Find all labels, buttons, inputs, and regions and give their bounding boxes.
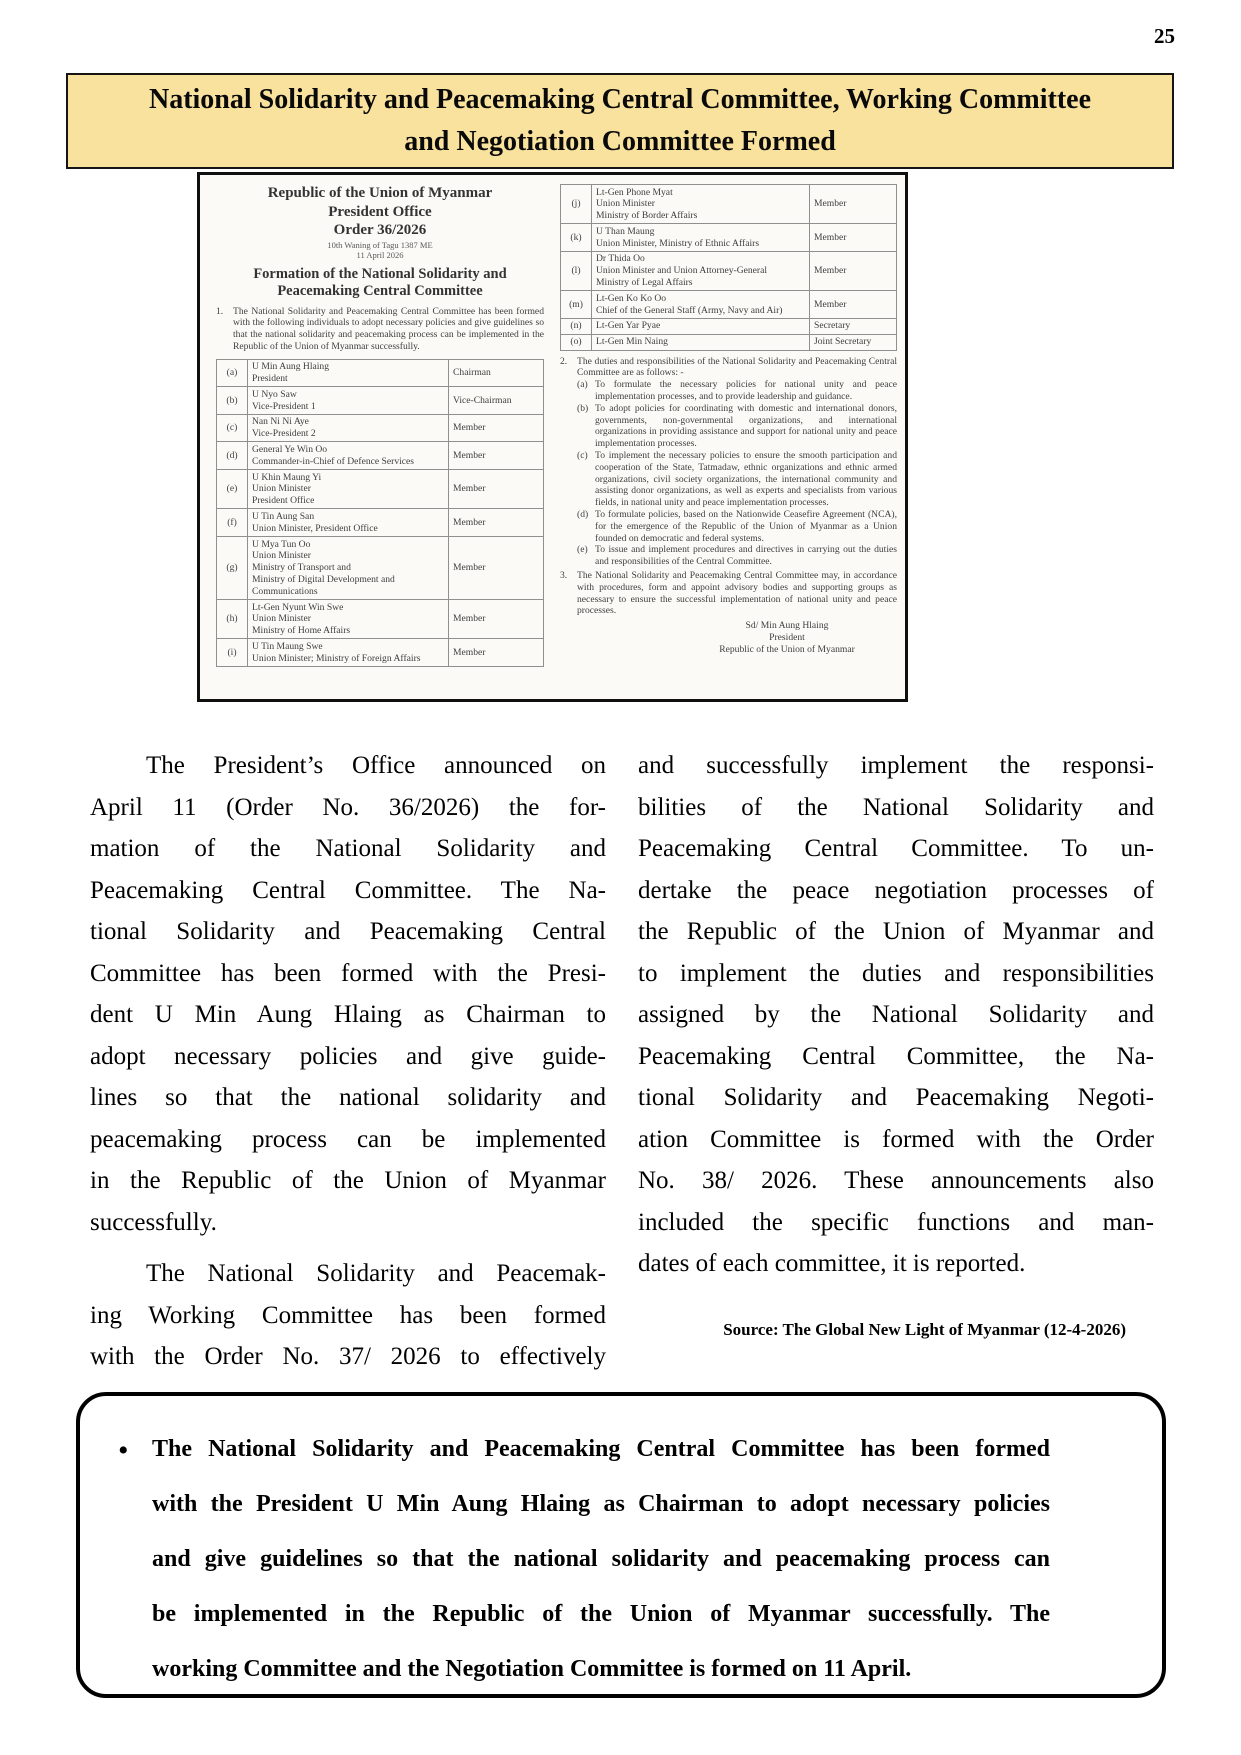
member-name-line: General Ye Win Oo <box>252 443 328 455</box>
duty-text: To adopt policies for coordinating with domestic and international donors, governments, non-governmental organizations, and international organizations in providing assistance and support for national unity and peace implementation processes. <box>595 402 897 450</box>
body-line: assigned by the National Solidarity and <box>638 1001 1154 1028</box>
duty-item <box>577 509 897 544</box>
member-label: (g) <box>217 537 248 600</box>
duty-label: (a) <box>577 379 588 391</box>
duty-item <box>577 450 897 509</box>
member-name-line: President Office <box>252 495 315 507</box>
member-name-line: Dr Thida Oo <box>596 253 645 265</box>
doc-heading: President Office <box>328 203 432 220</box>
member-label: (d) <box>217 442 248 470</box>
member-role: Joint Secretary <box>810 334 897 350</box>
member-name-line: Union Minister <box>252 613 311 625</box>
member-name <box>592 224 810 252</box>
body-line: April 11 (Order No. 36/2026) the for- <box>90 793 606 821</box>
member-row <box>217 537 544 600</box>
member-name-line: Union Minister and Union Attorney-General <box>596 265 768 277</box>
body-line: and successfully implement the responsi- <box>638 752 1154 779</box>
body-line: successfully. <box>90 1208 217 1236</box>
article-title-banner <box>66 73 1174 169</box>
bullet-icon: • <box>118 1434 129 1467</box>
member-role: Member <box>449 639 544 667</box>
body-line: tional Solidarity and Peacemaking Central <box>90 918 606 945</box>
body-line: included the specific functions and man- <box>638 1208 1154 1236</box>
paragraph-gap <box>90 1243 606 1253</box>
member-label: (f) <box>217 509 248 537</box>
member-name-line: Union Minister <box>252 483 311 495</box>
summary-line: The National Solidarity and Peacemaking Central Committee has been formed <box>152 1436 1050 1462</box>
signature-line: President <box>769 631 805 643</box>
member-name-line: U Than Maung <box>596 225 655 237</box>
summary-line: and give guidelines so that the national solidarity and peacemaking process can <box>152 1546 1050 1572</box>
member-row <box>217 442 544 470</box>
member-role: Member <box>810 291 897 319</box>
member-row <box>217 414 544 442</box>
member-name <box>248 600 449 639</box>
member-name-line: Lt-Gen Phone Myat <box>596 186 673 198</box>
member-row <box>561 291 897 319</box>
body-line: ation Committee is formed with the Order <box>638 1125 1154 1153</box>
member-role: Member <box>449 470 544 509</box>
duty-text: To formulate the necessary policies for national unity and peace implementation processes, and to provide leadership and guidance. <box>595 379 897 402</box>
member-row <box>217 387 544 415</box>
body-line: peacemaking process can be implemented <box>90 1125 606 1153</box>
article-title-line: and Negotiation Committee Formed <box>404 126 836 157</box>
doc-item-number: 3. <box>560 569 568 581</box>
duty-text: To implement the necessary policies to ensure the smooth participation and cooperation of the State, Tatmadaw, ethnic organizations and ethnic armed organizations, civil society organizations, the international community and assisting donor organizations, as well as experts and specialists from various fields, in national unity and peace implementation processes. <box>595 449 897 509</box>
member-row <box>561 185 897 224</box>
member-label: (m) <box>561 291 592 319</box>
doc-item-3 <box>560 570 897 617</box>
duty-item <box>577 379 897 403</box>
member-name-line: Chief of the General Staff (Army, Navy and Air) <box>596 304 783 316</box>
doc-date-line: 11 April 2026 <box>356 250 404 260</box>
member-name-line: Ministry of Digital Development and <box>252 573 395 585</box>
doc-subtitle: Peacemaking Central Committee <box>277 283 483 299</box>
member-name-line: U Tin Aung San <box>252 510 315 522</box>
duty-label: (e) <box>577 544 588 556</box>
body-line: in the Republic of the Union of Myanmar <box>90 1167 606 1194</box>
member-label: (k) <box>561 224 592 252</box>
doc-subtitle: Formation of the National Solidarity and <box>253 265 507 282</box>
doc-right-column <box>552 175 905 699</box>
member-name <box>248 537 449 600</box>
member-role: Member <box>449 414 544 442</box>
member-name-line: Commander-in-Chief of Defence Services <box>252 455 415 467</box>
members-table-right <box>560 184 897 351</box>
duty-item <box>577 544 897 568</box>
summary-box <box>76 1392 1166 1698</box>
doc-heading: Order 36/2026 <box>333 222 427 238</box>
member-name-line: U Tin Maung Swe <box>252 640 323 652</box>
member-label: (c) <box>217 414 248 442</box>
member-role: Member <box>810 251 897 290</box>
body-line: dent U Min Aung Hlaing as Chairman to <box>90 1001 606 1028</box>
body-line: to implement the duties and responsibilities <box>638 959 1154 987</box>
member-row <box>217 470 544 509</box>
doc-heading: Republic of the Union of Myanmar <box>267 185 493 201</box>
member-name-line: Ministry of Transport and <box>252 562 351 574</box>
body-line: dates of each committee, it is reported. <box>638 1250 1026 1277</box>
duty-text: To formulate policies, based on the Nationwide Ceasefire Agreement (NCA), for the emergence of the Republic of the Union of Myanmar as a Union founded on democratic and federal systems. <box>595 508 897 544</box>
member-name-line: Nan Ni Ni Aye <box>252 416 309 428</box>
member-name-line: Union Minister; Ministry of Foreign Affairs <box>252 652 421 664</box>
member-name-line: U Khin Maung Yi <box>252 471 322 483</box>
member-role: Member <box>810 224 897 252</box>
page-number: 25 <box>1154 24 1175 48</box>
member-label: (l) <box>561 251 592 290</box>
member-name-line: Lt-Gen Yar Pyae <box>596 320 661 332</box>
member-row <box>561 251 897 290</box>
duty-label: (d) <box>577 508 589 520</box>
member-role: Member <box>449 442 544 470</box>
member-name <box>248 639 449 667</box>
member-name-line: Ministry of Legal Affairs <box>596 277 693 289</box>
member-name-line: Union Minister, Ministry of Ethnic Affairs <box>596 237 760 249</box>
body-line: bilities of the National Solidarity and <box>638 793 1154 821</box>
body-line: mation of the National Solidarity and <box>90 835 606 862</box>
member-label: (n) <box>561 318 592 334</box>
member-row <box>561 224 897 252</box>
article-column-right <box>638 745 1154 1350</box>
doc-item-1 <box>216 306 544 353</box>
member-label: (i) <box>217 639 248 667</box>
member-name-line: Vice-President 1 <box>252 400 316 412</box>
body-line: The President’s Office announced on <box>146 752 606 779</box>
duty-item <box>577 403 897 450</box>
member-role: Member <box>810 185 897 224</box>
body-line: with the Order No. 37/ 2026 to effectively <box>90 1343 606 1370</box>
doc-date-line: 10th Waning of Tagu 1387 ME <box>327 239 433 250</box>
member-name <box>248 359 449 387</box>
members-table-left <box>216 359 544 667</box>
summary-line: working Committee and the Negotiation Committee is formed on 11 April. <box>152 1656 912 1682</box>
doc-item-text: The National Solidarity and Peacemaking Central Committee may, in accordance with procedures, form and appoint advisory bodies and supporting groups as necessary to ensure the successful implementation of national unity and peace processes. <box>577 569 897 617</box>
body-line: lines so that the national solidarity and <box>90 1084 606 1111</box>
member-row <box>217 509 544 537</box>
doc-item-number: 2. <box>560 355 568 367</box>
member-name-line: Communications <box>252 585 318 597</box>
doc-left-column <box>200 175 552 699</box>
member-label: (b) <box>217 387 248 415</box>
member-role: Vice-Chairman <box>449 387 544 415</box>
body-line: tional Solidarity and Peacemaking Negoti- <box>638 1084 1154 1111</box>
member-name-line: U Mya Tun Oo <box>252 538 311 550</box>
member-name-line: Vice-President 2 <box>252 428 316 440</box>
body-line: ing Working Committee has been formed <box>90 1301 606 1329</box>
doc-item-text: The duties and responsibilities of the National Solidarity and Peacemaking Central Committee are as follows: - <box>577 355 897 379</box>
member-name-line: Lt-Gen Nyunt Win Swe <box>252 601 344 613</box>
signature-block <box>677 620 897 655</box>
source-attribution: Source: The Global New Light of Myanmar (12-4-2026) <box>723 1319 1126 1339</box>
member-role: Member <box>449 509 544 537</box>
member-label: (j) <box>561 185 592 224</box>
member-name-line: U Nyo Saw <box>252 388 297 400</box>
member-label: (e) <box>217 470 248 509</box>
member-role: Member <box>449 600 544 639</box>
duty-label: (b) <box>577 402 589 414</box>
member-label: (o) <box>561 334 592 350</box>
member-name-line: U Min Aung Hlaing <box>252 361 330 373</box>
duty-text: To issue and implement procedures and directives in carrying out the duties and responsibilities of the Central Committee. <box>595 544 897 568</box>
member-name-line: Union Minister <box>596 198 655 210</box>
summary-line: with the President U Min Aung Hlaing as Chairman to adopt necessary policies <box>152 1491 1050 1517</box>
member-name-line: Union Minister <box>252 550 311 562</box>
member-name <box>248 414 449 442</box>
doc-item-text: The National Solidarity and Peacemaking Central Committee has been formed with the following individuals to adopt necessary policies and give guidelines so that the national solidarity and peacemaking process can be implemented in the Republic of the Union of Myanmar successfully. <box>233 305 544 352</box>
member-role: Secretary <box>810 318 897 334</box>
member-label: (a) <box>217 359 248 387</box>
member-name-line: Ministry of Home Affairs <box>252 625 351 637</box>
body-line: Peacemaking Central Committee, the Na- <box>638 1042 1154 1070</box>
member-row <box>217 600 544 639</box>
member-name <box>248 509 449 537</box>
member-row <box>561 334 897 350</box>
member-name <box>592 185 810 224</box>
member-label: (h) <box>217 600 248 639</box>
member-name-line: Lt-Gen Min Naing <box>596 336 668 348</box>
member-name <box>592 291 810 319</box>
body-line: No. 38/ 2026. These announcements also <box>638 1167 1154 1194</box>
summary-line: be implemented in the Republic of the Union of Myanmar successfully. The <box>152 1601 1050 1627</box>
doc-item-number: 1. <box>216 305 224 317</box>
body-line: adopt necessary policies and give guide- <box>90 1042 606 1070</box>
body-line: dertake the peace negotiation processes of <box>638 876 1154 904</box>
body-line: Committee has been formed with the Presi- <box>90 959 606 987</box>
member-name-line: Union Minister, President Office <box>252 522 378 534</box>
member-role: Member <box>449 537 544 600</box>
duty-label: (c) <box>577 449 588 461</box>
signature-line: Republic of the Union of Myanmar <box>719 643 855 655</box>
body-line: The National Solidarity and Peacemak- <box>146 1260 606 1287</box>
member-name <box>592 251 810 290</box>
body-line: Peacemaking Central Committee. To un- <box>638 835 1154 862</box>
doc-item-2 <box>560 356 897 568</box>
member-name <box>248 470 449 509</box>
member-name <box>592 334 810 350</box>
member-name-line: President <box>252 372 288 384</box>
article-title-line: National Solidarity and Peacemaking Central Committee, Working Committee <box>148 84 1092 115</box>
member-row <box>217 359 544 387</box>
member-role: Chairman <box>449 359 544 387</box>
member-name-line: Lt-Gen Ko Ko Oo <box>596 292 667 304</box>
member-name <box>248 387 449 415</box>
body-line: the Republic of the Union of Myanmar and <box>638 918 1154 945</box>
member-name <box>248 442 449 470</box>
signature-line: Sd/ Min Aung Hlaing <box>745 620 829 632</box>
member-name <box>592 318 810 334</box>
order-document-scan <box>197 172 908 702</box>
article-column-left <box>90 745 606 1378</box>
body-line: Peacemaking Central Committee. The Na- <box>90 876 606 904</box>
member-name-line: Ministry of Border Affairs <box>596 210 698 222</box>
member-row <box>217 639 544 667</box>
member-row <box>561 318 897 334</box>
